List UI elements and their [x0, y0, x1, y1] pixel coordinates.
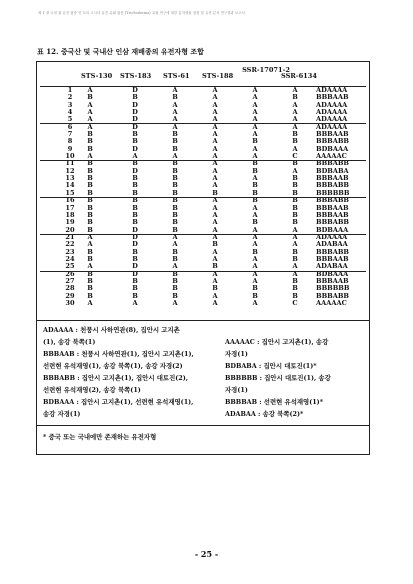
row-number: 4: [67, 108, 73, 117]
genotype-cell: BBBAAB: [316, 130, 349, 139]
sts-130-cell: B: [87, 276, 93, 285]
ssr-17071-2-cell: A: [252, 100, 258, 109]
ssr-17071-2-cell: B: [252, 159, 258, 168]
ssr-17071-2-cell: B: [252, 284, 258, 293]
ssr-6134-cell: A: [292, 100, 298, 109]
row-number: 5: [67, 115, 73, 124]
col-header-ssr-17071-2: SSR-17071-2: [242, 66, 290, 74]
sts-183-cell: B: [132, 181, 138, 190]
sts-130-cell: B: [87, 130, 93, 139]
sts-61-cell: B: [172, 144, 178, 153]
genotype-cell: BBBAAB: [316, 276, 349, 285]
legend-right-3: BDBABA : 집안시 대토진(1)*: [225, 362, 317, 370]
sts-61-cell: A: [172, 122, 178, 131]
sts-130-cell: A: [87, 232, 93, 241]
sts-61-cell: A: [172, 86, 178, 94]
row-number: 10: [65, 152, 75, 161]
ssr-6134-cell: B: [292, 203, 298, 212]
ssr-17071-2-cell: A: [252, 86, 258, 94]
sts-130-cell: B: [87, 174, 93, 183]
ssr-6134-cell: B: [292, 196, 298, 205]
genotype-cell: ADAAAA: [316, 232, 348, 241]
sts-61-cell: B: [172, 218, 178, 227]
sts-183-cell: D: [132, 122, 138, 131]
legend-left-1: ADAAAA : 천풍시 사하연관(8), 집안시 고지촌: [43, 326, 180, 334]
genotype-cell: AAAAAC: [316, 152, 347, 161]
row-number: 12: [65, 166, 75, 175]
sts-61-cell: B: [172, 254, 178, 263]
sts-61-cell: B: [172, 159, 178, 168]
legend-left-2: (1), 송강 북쪽(1): [43, 338, 96, 346]
sts-188-cell: A: [212, 203, 218, 212]
ssr-6134-cell: B: [292, 130, 298, 139]
sts-188-cell: A: [212, 232, 218, 241]
ssr-6134-cell: A: [292, 86, 298, 94]
genotype-cell: BDBABA: [316, 166, 349, 175]
sts-183-cell: D: [132, 108, 138, 117]
row-number: 1: [67, 86, 73, 94]
sts-188-cell: A: [212, 181, 218, 190]
row-number: 9: [67, 144, 73, 153]
sts-188-cell: A: [212, 86, 218, 94]
ssr-17071-2-cell: A: [252, 225, 258, 234]
legend-left-8: 송강 자경(1): [43, 410, 81, 418]
genotype-cell: AAAAAC: [316, 298, 347, 307]
ssr-6134-cell: B: [292, 174, 298, 183]
page-number: - 25 -: [194, 549, 219, 559]
sts-61-cell: B: [172, 203, 178, 212]
genotype-cell: BBBAAB: [316, 93, 349, 102]
row-number: 8: [67, 137, 73, 146]
sts-183-cell: B: [132, 137, 138, 146]
sts-130-cell: A: [87, 108, 93, 117]
sts-188-cell: A: [212, 291, 218, 300]
row-number: 18: [65, 210, 75, 219]
sts-188-cell: A: [212, 130, 218, 139]
sts-188-cell: A: [212, 144, 218, 153]
genotype-cell: BBBAAB: [316, 254, 349, 263]
sts-188-cell: B: [212, 188, 218, 197]
genotype-cell: ADAAAA: [316, 108, 348, 117]
row-number: 29: [65, 291, 75, 300]
ssr-17071-2-cell: B: [252, 137, 258, 146]
sts-61-cell: A: [172, 152, 178, 161]
row-number: 30: [65, 298, 75, 307]
ssr-17071-2-cell: A: [252, 298, 258, 307]
ssr-6134-cell: B: [292, 137, 298, 146]
sts-188-cell: A: [212, 225, 218, 234]
sts-183-cell: A: [132, 152, 138, 161]
sts-130-cell: B: [87, 254, 93, 263]
group-rule-3: [40, 197, 366, 198]
row-number: 7: [67, 130, 73, 139]
col-header-sts-61: STS-61: [163, 72, 190, 80]
ssr-17071-2-cell: A: [252, 203, 258, 212]
sts-130-cell: B: [87, 93, 93, 102]
genotype-cell: BDBAAA: [316, 225, 349, 234]
genotype-cell: BBBABB: [316, 159, 349, 168]
genotype-cell: ADABAA: [316, 262, 348, 271]
ssr-17071-2-cell: A: [252, 276, 258, 285]
ssr-17071-2-cell: A: [252, 240, 258, 249]
ssr-17071-2-cell: A: [252, 254, 258, 263]
sts-183-cell: D: [132, 240, 138, 249]
sts-183-cell: D: [132, 100, 138, 109]
sts-61-cell: B: [172, 276, 178, 285]
ssr-6134-cell: A: [292, 166, 298, 175]
sts-130-cell: B: [87, 137, 93, 146]
sts-183-cell: B: [132, 276, 138, 285]
sts-188-cell: A: [212, 174, 218, 183]
ssr-17071-2-cell: A: [252, 108, 258, 117]
running-header: 제 1 장 국내 잡 유전 잡종 인 토리 고시다 유전 유래 잡종 (Trichoderma) 교잡 연구에 대한 분자생물 검정 및 유전 분석 연구결과 보고서: [38, 11, 245, 15]
sts-130-cell: A: [87, 115, 93, 124]
genotype-cell: ADAAAA: [316, 86, 348, 94]
ssr-6134-cell: A: [292, 144, 298, 153]
sts-130-cell: A: [87, 298, 93, 307]
genotype-cell: BDBAAA: [316, 144, 349, 153]
ssr-6134-cell: B: [292, 218, 298, 227]
sts-61-cell: B: [172, 174, 178, 183]
ssr-6134-cell: B: [292, 93, 298, 102]
legend-box: [36, 321, 370, 455]
row-number: 11: [65, 159, 75, 168]
sts-188-cell: A: [212, 122, 218, 131]
legend-right-5: 자경(1): [225, 386, 248, 394]
sts-130-cell: B: [87, 291, 93, 300]
row-number: 23: [65, 247, 75, 256]
ssr-17071-2-cell: A: [252, 144, 258, 153]
ssr-6134-cell: B: [292, 181, 298, 190]
row-number: 21: [65, 232, 75, 241]
sts-183-cell: D: [132, 269, 138, 278]
sts-183-cell: B: [132, 218, 138, 227]
ssr-17071-2-cell: B: [252, 218, 258, 227]
ssr-17071-2-cell: A: [252, 93, 258, 102]
ssr-17071-2-cell: A: [252, 115, 258, 124]
genotype-cell: ADABAA: [316, 240, 348, 249]
sts-61-cell: B: [172, 137, 178, 146]
genotype-cell: BBBBBB: [316, 188, 350, 197]
ssr-6134-cell: B: [292, 188, 298, 197]
sts-188-cell: A: [212, 254, 218, 263]
sts-188-cell: A: [212, 218, 218, 227]
row-number: 15: [65, 188, 75, 197]
sts-130-cell: B: [87, 218, 93, 227]
legend-right-4: BBBBBB : 집안시 대토진(1), 송강: [225, 374, 331, 382]
sts-183-cell: D: [132, 225, 138, 234]
sts-61-cell: A: [172, 108, 178, 117]
sts-188-cell: A: [212, 196, 218, 205]
sts-183-cell: D: [132, 262, 138, 271]
sts-130-cell: A: [87, 122, 93, 131]
ssr-17071-2-cell: B: [252, 181, 258, 190]
sts-188-cell: A: [212, 137, 218, 146]
sts-61-cell: B: [172, 210, 178, 219]
sts-130-cell: B: [87, 203, 93, 212]
sts-188-cell: A: [212, 100, 218, 109]
sts-183-cell: D: [132, 166, 138, 175]
row-number: 27: [65, 276, 75, 285]
ssr-6134-cell: B: [292, 284, 298, 293]
ssr-6134-cell: C: [292, 152, 298, 161]
ssr-17071-2-cell: A: [252, 130, 258, 139]
ssr-6134-cell: C: [292, 298, 298, 307]
ssr-17071-2-cell: A: [252, 262, 258, 271]
sts-188-cell: A: [212, 166, 218, 175]
sts-61-cell: A: [172, 115, 178, 124]
sts-130-cell: A: [87, 262, 93, 271]
col-header-sts-130: STS-130: [81, 72, 113, 80]
sts-61-cell: B: [172, 196, 178, 205]
row-number: 14: [65, 181, 75, 190]
sts-130-cell: B: [87, 247, 93, 256]
row-number: 24: [65, 254, 75, 263]
sts-130-cell: A: [87, 240, 93, 249]
row-number: 13: [65, 174, 75, 183]
sts-188-cell: A: [212, 298, 218, 307]
sts-130-cell: B: [87, 144, 93, 153]
sts-188-cell: B: [212, 240, 218, 249]
ssr-17071-2-cell: A: [252, 122, 258, 131]
ssr-17071-2-cell: A: [252, 232, 258, 241]
legend-left-3: BBBAAB : 천풍시 사하연관(1), 집안시 고지촌(1),: [43, 350, 194, 358]
ssr-17071-2-cell: B: [252, 247, 258, 256]
legend-right-2: 자경(1): [225, 350, 248, 358]
group-rule-4: [40, 234, 366, 235]
sts-61-cell: B: [172, 247, 178, 256]
ssr-6134-cell: B: [292, 210, 298, 219]
ssr-17071-2-cell: A: [252, 269, 258, 278]
sts-61-cell: B: [172, 291, 178, 300]
sts-188-cell: B: [212, 262, 218, 271]
ssr-17071-2-cell: B: [252, 196, 258, 205]
row-number: 19: [65, 218, 75, 227]
genotype-cell: BBBAAB: [316, 203, 349, 212]
ssr-6134-cell: A: [292, 232, 298, 241]
sts-188-cell: A: [212, 152, 218, 161]
sts-61-cell: A: [172, 100, 178, 109]
sts-61-cell: B: [172, 181, 178, 190]
sts-183-cell: B: [132, 130, 138, 139]
sts-130-cell: A: [87, 152, 93, 161]
sts-61-cell: B: [172, 284, 178, 293]
genotype-cell: BBBABB: [316, 196, 349, 205]
ssr-17071-2-cell: A: [252, 152, 258, 161]
sts-188-cell: A: [212, 93, 218, 102]
sts-61-cell: B: [172, 166, 178, 175]
row-number: 3: [67, 100, 73, 109]
sts-183-cell: B: [132, 196, 138, 205]
genotype-cell: ADAAAA: [316, 122, 348, 131]
col-header-sts-183: STS-183: [120, 72, 152, 80]
ssr-6134-cell: A: [292, 108, 298, 117]
ssr-6134-cell: A: [292, 122, 298, 131]
sts-130-cell: A: [87, 86, 93, 94]
ssr-6134-cell: A: [292, 115, 298, 124]
ssr-17071-2-cell: B: [252, 166, 258, 175]
ssr-17071-2-cell: B: [252, 188, 258, 197]
row-number: 28: [65, 284, 75, 293]
sts-61-cell: B: [172, 188, 178, 197]
sts-130-cell: B: [87, 284, 93, 293]
ssr-6134-cell: A: [292, 225, 298, 234]
genotype-cell: BBBABB: [316, 218, 349, 227]
sts-183-cell: B: [132, 254, 138, 263]
genotype-cell: BBBABB: [316, 181, 349, 190]
legend-right-1: AAAAAC : 집안시 고지촌(1), 송강: [225, 338, 329, 346]
sts-183-cell: D: [132, 86, 138, 94]
legend-right-6: BBBBAB : 선련현 유석재영(1)*: [225, 398, 324, 406]
sts-61-cell: B: [172, 93, 178, 102]
sts-188-cell: B: [212, 284, 218, 293]
sts-130-cell: B: [87, 181, 93, 190]
row-number: 22: [65, 240, 75, 249]
genotype-cell: BDBAAA: [316, 269, 349, 278]
sts-188-cell: A: [212, 108, 218, 117]
sts-130-cell: B: [87, 188, 93, 197]
legend-right-7: ADABAA : 송강 북쪽(2)*: [225, 410, 304, 418]
sts-130-cell: B: [87, 225, 93, 234]
sts-130-cell: B: [87, 166, 93, 175]
genotype-cell: ADAAAA: [316, 100, 348, 109]
sts-183-cell: B: [132, 284, 138, 293]
ssr-6134-cell: B: [292, 247, 298, 256]
ssr-6134-cell: B: [292, 159, 298, 168]
legend-left-6: 선련현 유석재영(2), 송강 북쪽(1): [43, 386, 141, 394]
sts-183-cell: A: [132, 298, 138, 307]
sts-188-cell: A: [212, 276, 218, 285]
ssr-6134-cell: B: [292, 254, 298, 263]
sts-130-cell: B: [87, 210, 93, 219]
sts-188-cell: A: [212, 210, 218, 219]
genotype-cell: BBBAAB: [316, 210, 349, 219]
legend-left-5: BBBABB : 집안시 고지촌(1), 집안시 대토진(2),: [43, 374, 188, 382]
ssr-17071-2-cell: A: [252, 174, 258, 183]
sts-183-cell: D: [132, 115, 138, 124]
sts-188-cell: A: [212, 269, 218, 278]
sts-183-cell: B: [132, 174, 138, 183]
col-header-sts-188: STS-188: [202, 72, 234, 80]
sts-183-cell: B: [132, 247, 138, 256]
ssr-6134-cell: A: [292, 262, 298, 271]
sts-183-cell: B: [132, 210, 138, 219]
row-number: 16: [65, 196, 75, 205]
row-number: 17: [65, 203, 75, 212]
sts-61-cell: A: [172, 262, 178, 271]
sts-61-cell: B: [172, 130, 178, 139]
sts-183-cell: B: [132, 159, 138, 168]
sts-61-cell: A: [172, 240, 178, 249]
group-rule-5: [40, 271, 366, 272]
ssr-17071-2-cell: A: [252, 210, 258, 219]
sts-130-cell: A: [87, 100, 93, 109]
sts-61-cell: A: [172, 232, 178, 241]
sts-188-cell: A: [212, 159, 218, 168]
sts-61-cell: B: [172, 225, 178, 234]
row-number: 25: [65, 262, 75, 271]
ssr-6134-cell: A: [292, 240, 298, 249]
group-rule-2: [40, 160, 366, 161]
legend-left-4: 선련현 유석재영(1), 송강 북쪽(1), 송강 자경(2): [43, 362, 183, 370]
sts-183-cell: B: [132, 203, 138, 212]
sts-183-cell: B: [132, 93, 138, 102]
sts-61-cell: B: [172, 269, 178, 278]
sts-183-cell: B: [132, 188, 138, 197]
genotype-cell: BBBABB: [316, 247, 349, 256]
sts-130-cell: B: [87, 269, 93, 278]
row-number: 26: [65, 269, 75, 278]
genotype-cell: BBBBBB: [316, 284, 350, 293]
legend-left-7: BDBAAA : 집안시 고지촌(1), 선련현 유석재영(1),: [43, 398, 194, 406]
ssr-6134-cell: B: [292, 276, 298, 285]
sts-188-cell: A: [212, 247, 218, 256]
ssr-17071-2-cell: B: [252, 291, 258, 300]
ssr-6134-cell: B: [292, 291, 298, 300]
group-rule-1: [40, 123, 366, 124]
legend-divider: [37, 425, 369, 426]
sts-130-cell: B: [87, 196, 93, 205]
ssr-6134-cell: A: [292, 269, 298, 278]
sts-183-cell: B: [132, 291, 138, 300]
sts-183-cell: D: [132, 232, 138, 241]
sts-183-cell: D: [132, 144, 138, 153]
row-number: 20: [65, 225, 75, 234]
genotype-cell: BBBAAB: [316, 174, 349, 183]
table-caption: 표 12. 중국산 및 국내산 인삼 재배종의 유전자형 조합: [37, 47, 204, 56]
row-number: 6: [67, 122, 73, 131]
table-row: [40, 300, 366, 307]
sts-188-cell: A: [212, 115, 218, 124]
genotype-cell: BBBABB: [316, 291, 349, 300]
legend-footnote: * 중국 또는 국내에만 존재하는 유전자형: [43, 433, 157, 441]
col-header-ssr-6134: SSR-6134: [281, 72, 317, 80]
sts-61-cell: A: [172, 298, 178, 307]
genotype-cell: BBBABB: [316, 137, 349, 146]
row-number: 2: [67, 93, 73, 102]
genotype-cell: ADAAAA: [316, 115, 348, 124]
sts-130-cell: B: [87, 159, 93, 168]
